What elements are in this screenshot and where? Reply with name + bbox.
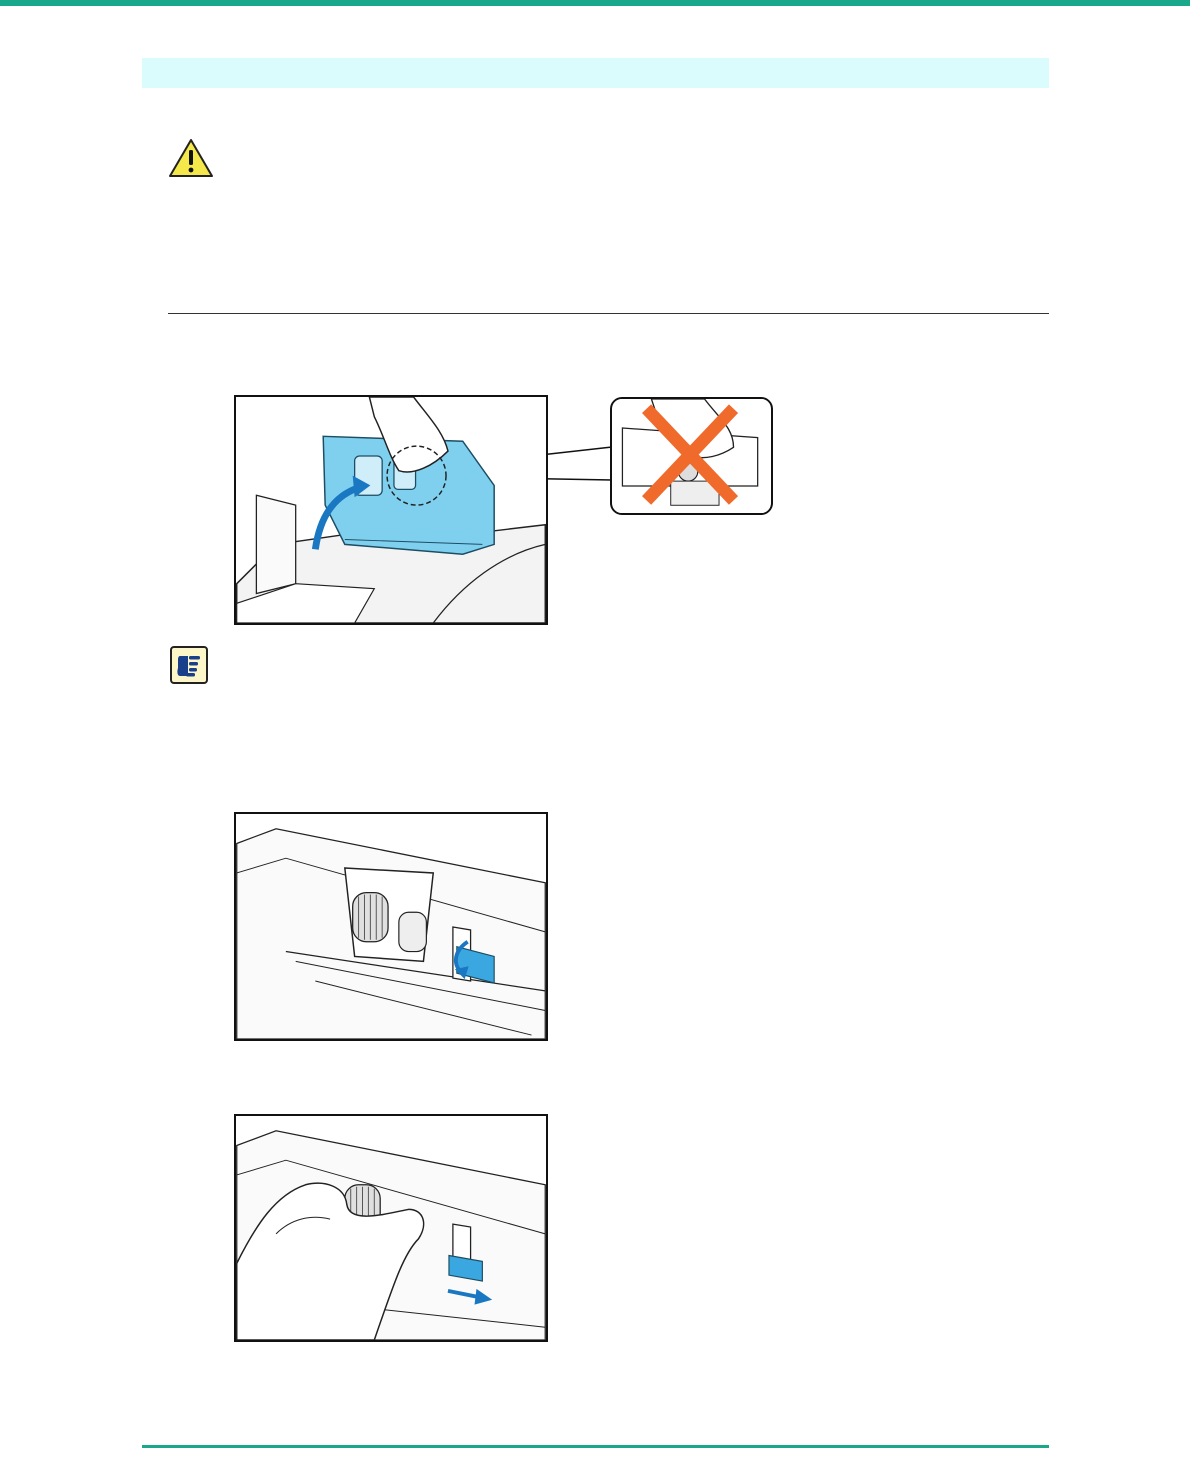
- figure-remove-roller: [234, 1114, 548, 1342]
- footer-rule: [142, 1445, 1049, 1448]
- caution-triangle-icon: [168, 138, 214, 178]
- header-rule: [0, 0, 1190, 6]
- section-heading-band: [142, 58, 1049, 88]
- figure-incorrect-grip-detail: [610, 397, 773, 515]
- pointing-hand-icon: [170, 646, 208, 684]
- figure-roller-lever: [234, 812, 548, 1041]
- section-divider: [168, 313, 1049, 314]
- figure-open-feed-unit: [234, 395, 548, 625]
